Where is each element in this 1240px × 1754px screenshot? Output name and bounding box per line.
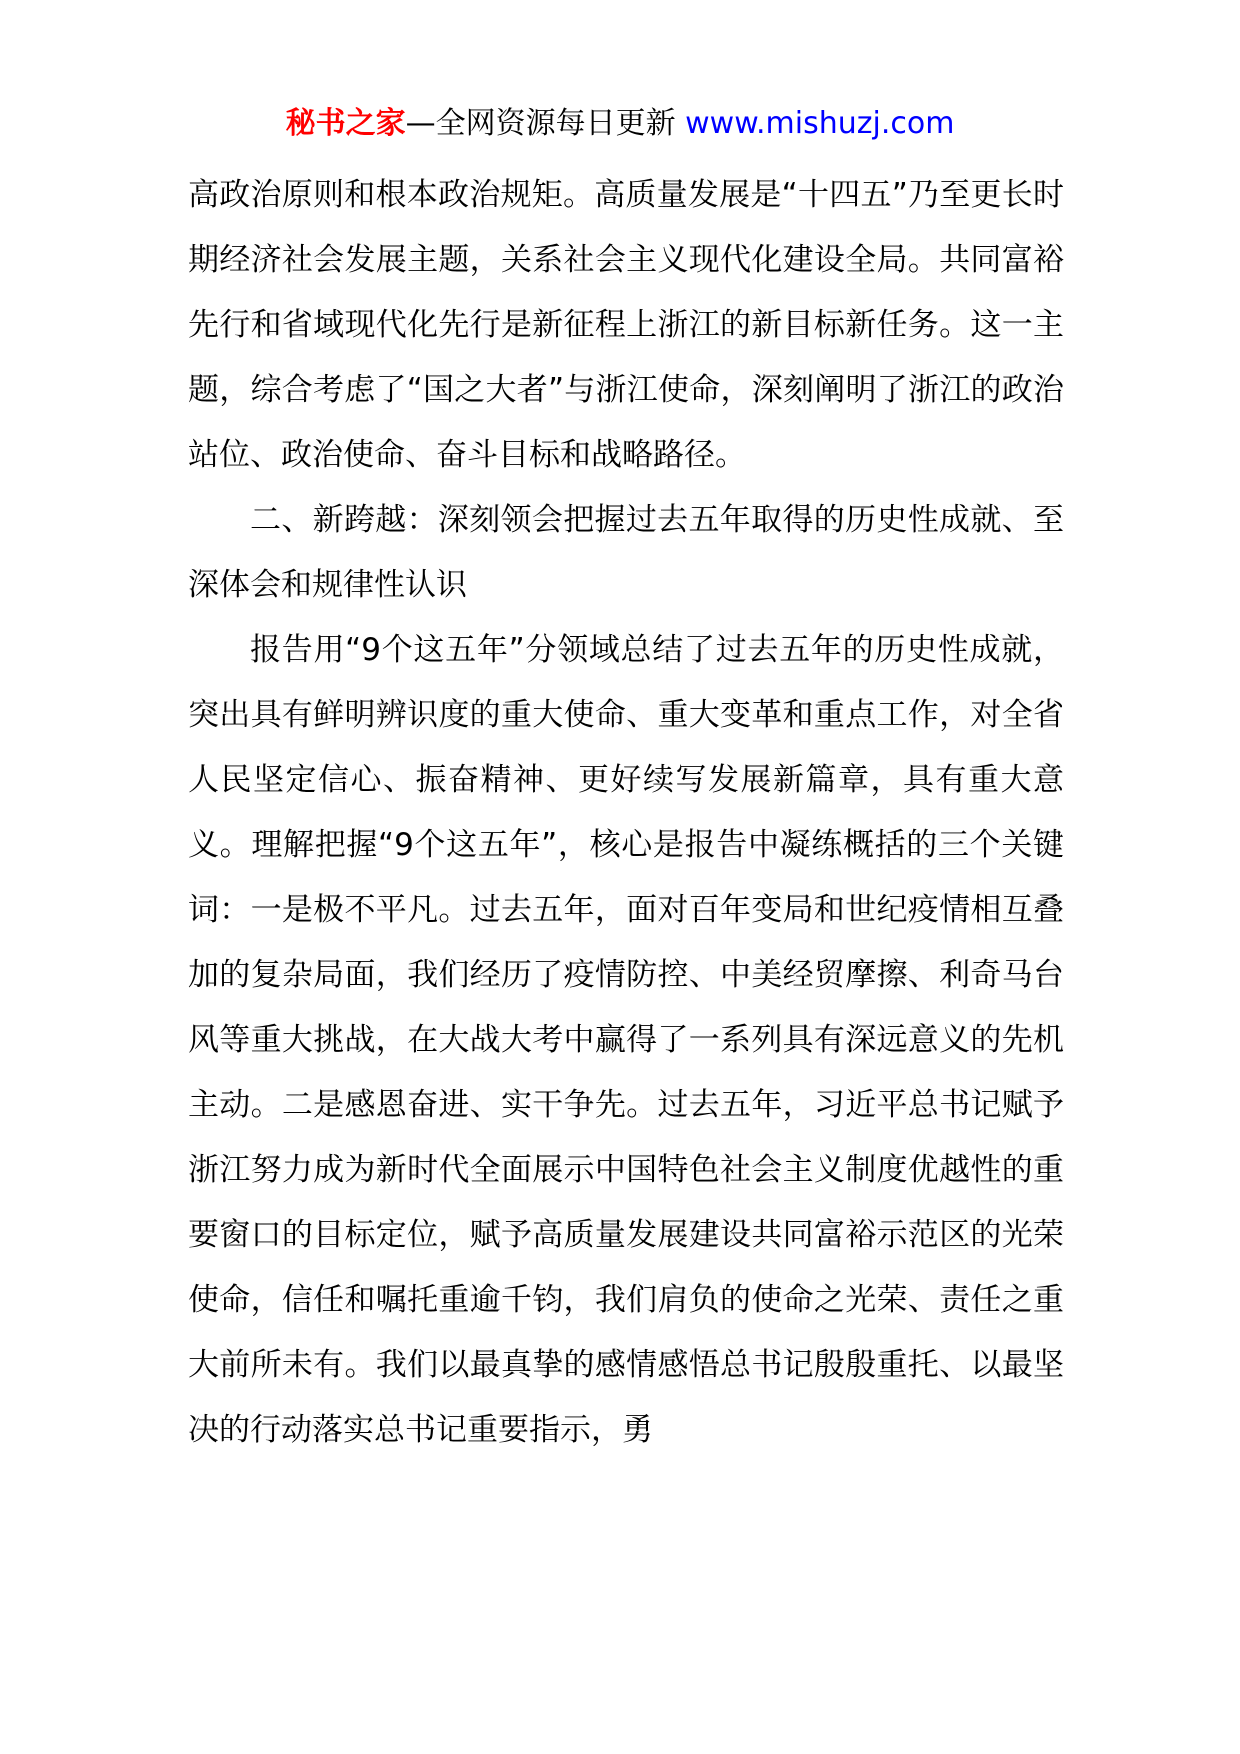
brand-name: 秘书之家 [285, 106, 406, 141]
website-url[interactable]: www.mishuzj.com [685, 106, 955, 141]
document-body [188, 163, 1064, 1463]
header-tagline: —全网资源每日更新 [405, 106, 686, 141]
body-paragraph: 高政治原则和根本政治规矩。高质量发展是“十四五”乃至更长时期经济社会发展主题，关系社会主义现代化建设全局。共同富裕先行和省域现代化先行是新征程上浙江的新目标新任务。这一主题，综合考虑了“国之大者”与浙江使命，深刻阐明了浙江的政治站位、政治使命、奋斗目标和战略路径。 [188, 177, 1064, 473]
body-paragraph: 报告用“9个这五年”分领域总结了过去五年的历史性成就，突出具有鲜明辨识度的重大使命、重大变革和重点工作，对全省人民坚定信心、振奋精神、更好续写发展新篇章，具有重大意义。理解把握“9个这五年”，核心是报告中凝练概括的三个关键词：一是极不平凡。过去五年，面对百年变局和世纪疫情相互叠加的复杂局面，我们经历了疫情防控、中美经贸摩擦、利奇马台风等重大挑战，在大战大考中赢得了一系列具有深远意义的先机主动。二是感恩奋进、实干争先。过去五年，习近平总书记赋予浙江努力成为新时代全面展示中国特色社会主义制度优越性的重要窗口的目标定位，赋予高质量发展建设共同富裕示范区的光荣使命，信任和嘱托重逾千钧，我们肩负的使命之光荣、责任之重大前所未有。我们以最真挚的感情感悟总书记殷殷重托、以最坚决的行动落实总书记重要指示，勇 [188, 632, 1064, 1448]
section-heading: 二、新跨越：深刻领会把握过去五年取得的历史性成就、至深体会和规律性认识 [188, 502, 1064, 603]
page-header [0, 102, 1240, 146]
